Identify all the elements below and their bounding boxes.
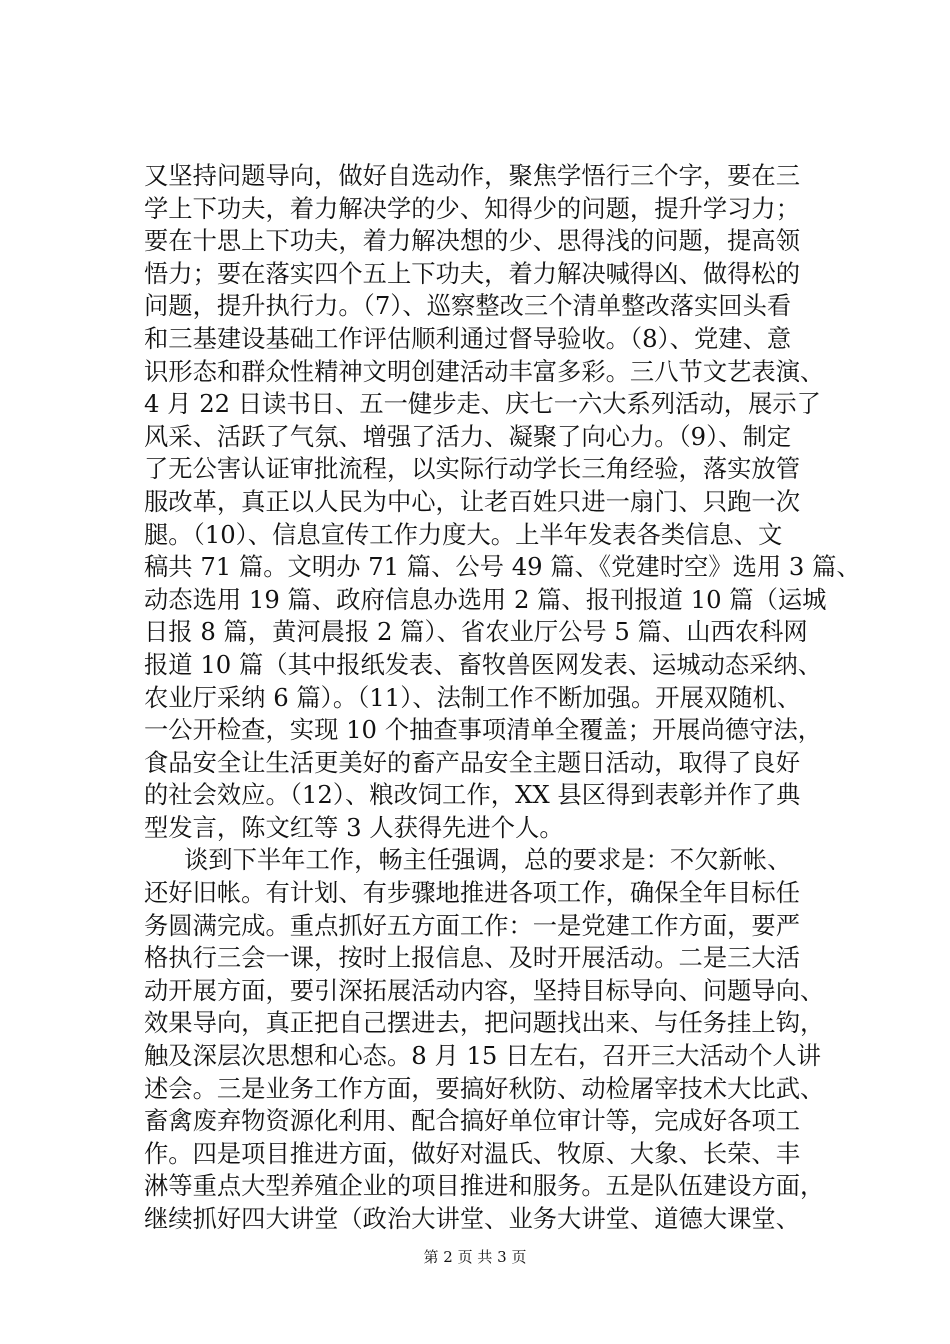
text-line: 问题，提升执行力。（7）、巡察整改三个清单整改落实回头看: [144, 291, 792, 321]
paragraph-1: [144, 160, 861, 844]
text-line: 畜禽废弃物资源化利用、配合搞好单位审计等，完成好各项工: [144, 1106, 801, 1136]
text-line: 型发言，陈文红等 3 人获得先进个人。: [144, 812, 564, 842]
text-line: 和三基建设基础工作评估顺利通过督导验收。（8）、党建、意: [144, 323, 792, 353]
text-line: 风采、活跃了气氛、增强了活力、凝聚了向心力。（9）、制定: [144, 421, 792, 451]
text-line: 动态选用 19 篇、政府信息办选用 2 篇、报刊报道 10 篇（运城: [144, 584, 827, 614]
paragraph-2: [144, 844, 824, 1235]
text-line: 识形态和群众性精神文明创建活动丰富多彩。三八节文艺表演、: [144, 356, 825, 386]
text-line: 效果导向，真正把自己摆进去，把问题找出来、与任务挂上钩，: [144, 1008, 825, 1038]
text-line: 述会。三是业务工作方面，要搞好秋防、动检屠宰技术大比武、: [144, 1073, 825, 1103]
text-line: 格执行三会一课，按时上报信息、及时开展活动。二是三大活: [144, 943, 801, 973]
text-line: 日报 8 篇，黄河晨报 2 篇）、省农业厅公号 5 篇、山西农科网: [144, 617, 808, 647]
text-line: 动开展方面，要引深拓展活动内容，坚持目标导向、问题导向、: [144, 975, 825, 1005]
text-line: 学上下功夫，着力解决学的少、知得少的问题，提升学习力；: [144, 193, 801, 223]
text-line: 悟力；要在落实四个五上下功夫，着力解决喊得凶、做得松的: [144, 258, 801, 288]
text-line: 农业厅采纳 6 篇）。（11）、法制工作不断加强。开展双随机、: [144, 682, 802, 712]
text-line: 还好旧帐。有计划、有步骤地推进各项工作，确保全年目标任: [144, 878, 801, 908]
text-line: 的社会效应。（12）、粮改饲工作，XX 县区得到表彰并作了典: [144, 780, 801, 810]
text-line: 淋等重点大型养殖企业的项目推进和服务。五是队伍建设方面，: [144, 1171, 825, 1201]
text-line: 务圆满完成。重点抓好五方面工作：一是党建工作方面，要严: [144, 910, 801, 940]
text-line: 谈到下半年工作，畅主任强调，总的要求是：不欠新帐、: [184, 845, 792, 875]
document-body: [144, 160, 861, 1236]
text-line: 触及深层次思想和心态。8 月 15 日左右，召开三大活动个人讲: [144, 1041, 821, 1071]
text-line: 稿共 71 篇。文明办 71 篇、公号 49 篇、《党建时空》选用 3 篇、: [144, 552, 861, 582]
text-line: 一公开检查，实现 10 个抽查事项清单全覆盖；开展尚德守法，: [144, 715, 823, 745]
text-line: 要在十思上下功夫，着力解决想的少、思得浅的问题，提高领: [144, 226, 801, 256]
text-line: 继续抓好四大讲堂（政治大讲堂、业务大讲堂、道德大课堂、: [144, 1204, 801, 1233]
text-line: 报道 10 篇（其中报纸发表、畜牧兽医网发表、运城动态采纳、: [144, 649, 823, 679]
text-line: 4 月 22 日读书日、五一健步走、庆七一六大系列活动，展示了: [144, 389, 821, 419]
text-line: 作。四是项目推进方面，做好对温氏、牧原、大象、长荣、丰: [144, 1138, 801, 1168]
text-line: 了无公害认证审批流程，以实际行动学长三角经验，落实放管: [144, 454, 801, 484]
text-line: 腿。（10）、信息宣传工作力度大。上半年发表各类信息、文: [144, 519, 783, 549]
text-line: 食品安全让生活更美好的畜产品安全主题日活动，取得了良好: [144, 747, 801, 777]
text-line: 又坚持问题导向，做好自选动作，聚焦学悟行三个字，要在三: [144, 161, 801, 190]
page-number-footer: 第 2 页 共 3 页: [423, 1248, 527, 1266]
text-line: 服改革，真正以人民为中心，让老百姓只进一扇门、只跑一次: [144, 486, 801, 516]
